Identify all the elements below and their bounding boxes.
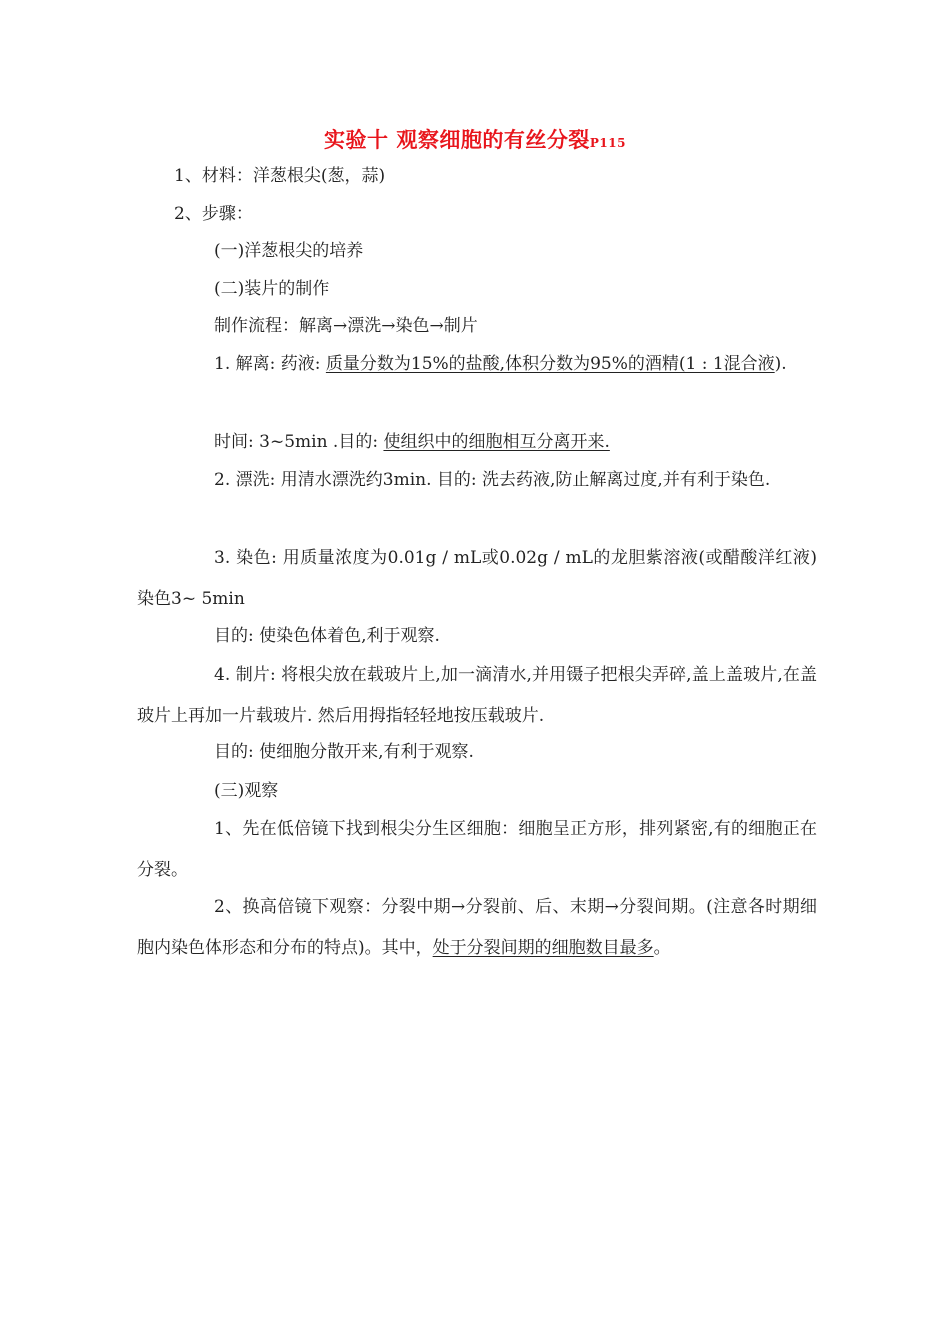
- section-cultivation: (一)洋葱根尖的培养: [214, 241, 364, 261]
- high-power-end: 。: [653, 938, 671, 958]
- dissociation-reagent: 质量分数为15%的盐酸,体积分数为95%的酒精(1 : 1混合液: [325, 354, 775, 374]
- process-flow: 制作流程：解离→漂洗→染色→制片: [214, 316, 478, 336]
- title-page-ref: P115: [589, 136, 626, 150]
- step-mounting: 4. 制片: 将根尖放在载玻片上,加一滴清水,并用镊子把根尖弄碎,盖上盖玻片,在盖玻片上再加一片载玻片. 然后用拇指轻轻地按压载玻片.: [137, 665, 817, 726]
- high-power-conclusion: 处于分裂间期的细胞数目最多: [432, 938, 654, 958]
- step-rinsing: 2. 漂洗: 用清水漂洗约3min. 目的: 洗去药液,防止解离过度,并有利于染色.: [214, 470, 771, 490]
- mounting-aim: 目的: 使细胞分散开来,有利于观察.: [214, 742, 474, 762]
- step-dissociation: [137, 344, 817, 385]
- steps-heading: 2、步骤：: [174, 204, 253, 224]
- dissociation-end: ).: [774, 354, 787, 374]
- dissociation-time: [137, 422, 817, 463]
- high-power-text: 2、换高倍镜下观察：分裂中期→分裂前、后、末期→分裂间期。(注意各时期细胞内染色体形态和分布的特点)。其中，: [137, 897, 817, 958]
- dissociation-time-label: 时间: 3~5min .目的:: [214, 432, 384, 452]
- dissociation-label: 1. 解离: 药液:: [214, 354, 326, 374]
- staining-aim: 目的: 使染色体着色,利于观察.: [214, 626, 440, 646]
- observation-low-power: 1、先在低倍镜下找到根尖分生区细胞：细胞呈正方形，排列紧密,有的细胞正在分裂。: [137, 819, 817, 880]
- observation-high-power: [137, 887, 817, 969]
- step-staining: 3. 染色: 用质量浓度为0.01g / mL或0.02g / mL的龙胆紫溶液(或醋酸洋红液)染色3~ 5min: [137, 548, 817, 609]
- page-title: [0, 124, 950, 154]
- materials-line: 1、材料：洋葱根尖(葱，蒜): [174, 166, 386, 186]
- section-observation: (三)观察: [214, 781, 279, 801]
- section-slide-making: (二)装片的制作: [214, 279, 330, 299]
- title-main: 实验十 观察细胞的有丝分裂: [324, 127, 590, 152]
- dissociation-aim: 使组织中的细胞相互分离开来.: [383, 432, 610, 452]
